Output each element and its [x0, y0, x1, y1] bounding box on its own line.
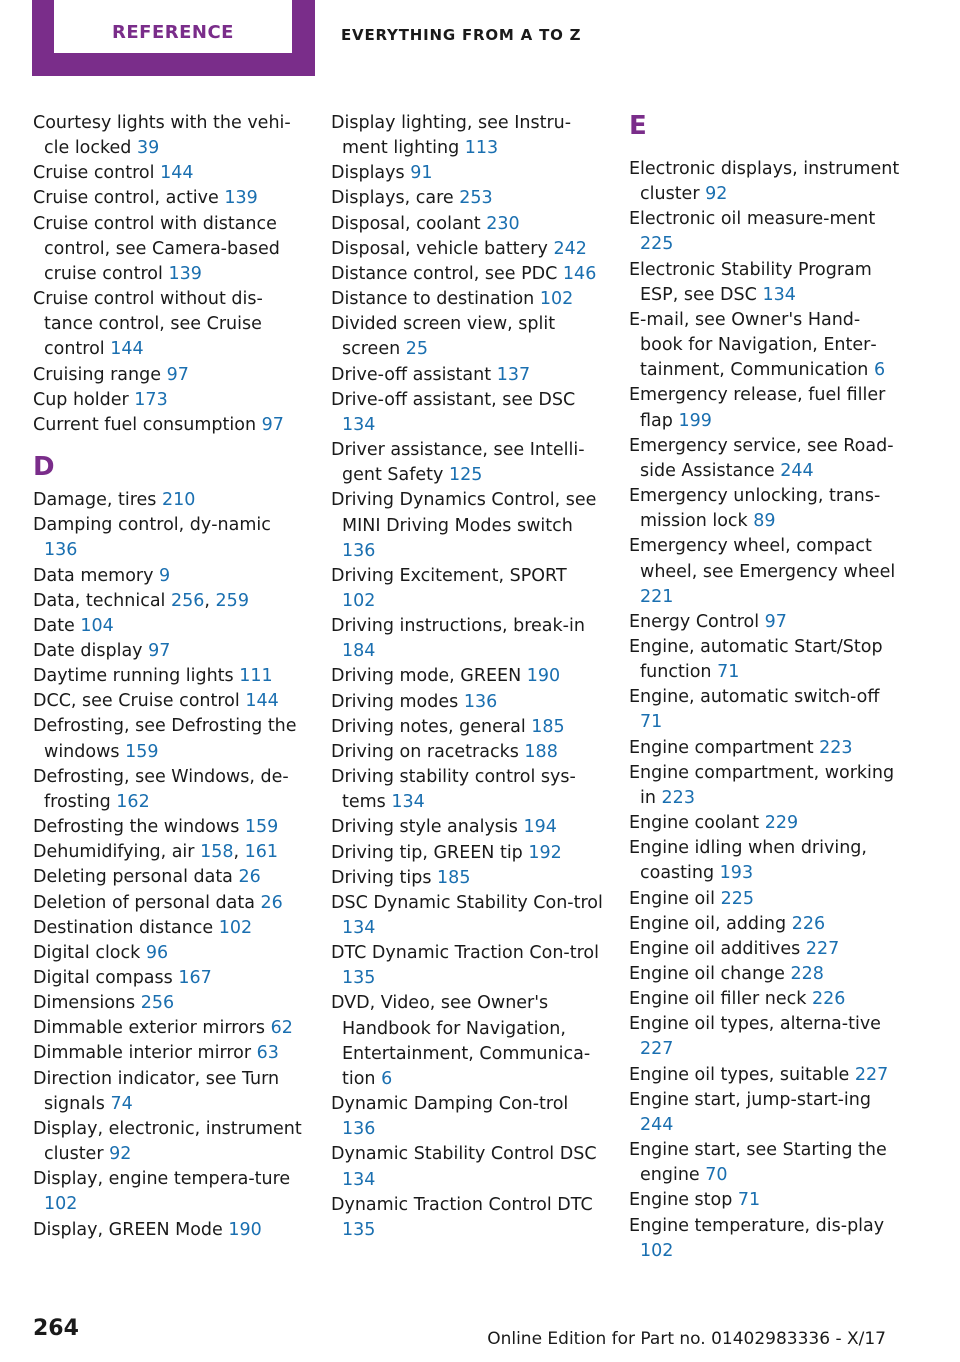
index-entry-text: Drive-off assistant, see DSC — [331, 389, 576, 410]
index-entry-text: Engine temperature, dis‐play — [629, 1215, 885, 1236]
page-reference-link[interactable]: 6 — [381, 1068, 393, 1089]
page-reference-link[interactable]: 173 — [134, 389, 168, 410]
page-reference-link[interactable]: 136 — [463, 691, 498, 712]
index-entry-text: Daytime running lights — [33, 666, 234, 687]
index-entry — [331, 262, 603, 287]
index-entry — [331, 1142, 603, 1192]
index-entry-text: Defrosting, see Defrosting the windows — [33, 716, 297, 762]
index-entry-text: Emergency wheel, compact wheel, see Emergency wheel — [629, 536, 896, 582]
index-entry-text: Emergency service, see Road‐side Assistance — [629, 435, 894, 481]
index-entry — [331, 841, 603, 866]
index-entry-text: Electronic oil measure‐ment — [629, 209, 876, 230]
index-entry — [629, 1088, 901, 1138]
index-entry — [331, 186, 603, 211]
index-entry-text: Defrosting, see Windows, de‐frosting — [33, 766, 289, 812]
index-entry-text: Dimensions — [33, 993, 136, 1014]
page-reference-link[interactable]: 144 — [110, 339, 144, 360]
index-entry — [331, 237, 603, 262]
index-entry: Dehumidifying, air 158, 161 — [33, 842, 279, 863]
index-entry — [331, 564, 603, 614]
index-entry-text: Deleting personal data — [33, 867, 233, 888]
page-reference-link[interactable]: 184 — [342, 641, 376, 662]
page-reference-link[interactable]: 102 — [218, 917, 253, 938]
page-reference-link[interactable]: 102 — [342, 590, 376, 611]
index-entry-text: Display, engine tempera‐ture — [33, 1169, 291, 1190]
page-reference-link[interactable]: 97 — [148, 640, 171, 661]
index-entry-text: Driving Dynamics Control, see MINI Driving Modes switch — [331, 490, 597, 536]
index-entry-text: Engine start, jump-start‐ing — [629, 1089, 871, 1110]
index-entry-text: Date display — [33, 640, 143, 661]
index-entry — [331, 765, 603, 815]
index-entry-text: Digital compass — [33, 968, 173, 988]
index-entry — [331, 161, 603, 186]
index-entry-text: E-mail, see Owner's Hand‐book for Navigation, Enter‐tainment, Communication — [629, 309, 877, 381]
index-entry-text: Dynamic Damping Con‐trol — [331, 1094, 569, 1115]
page-reference-link[interactable]: 9 — [159, 565, 171, 586]
index-entry-text: Courtesy lights with the vehi‐cle locked — [33, 113, 291, 159]
index-entry-text: Dynamic Stability Control DSC — [331, 1144, 597, 1165]
index-entry-text: Engine oil, adding — [629, 913, 787, 934]
index-entry-text: Dynamic Traction Control DTC — [331, 1194, 593, 1215]
index-entry — [629, 836, 901, 886]
index-entry — [629, 685, 901, 735]
index-letter-heading: E — [629, 111, 647, 141]
index-entry — [331, 815, 603, 840]
index-entry-text: Defrosting the windows — [33, 817, 240, 838]
page-reference-link[interactable]: 210 — [161, 490, 196, 511]
page-reference-link[interactable]: 159 — [125, 741, 159, 762]
page-reference-link[interactable]: 63 — [256, 1043, 279, 1064]
index-entry — [629, 258, 901, 308]
index-entry — [33, 287, 305, 362]
page-reference-link[interactable]: 139 — [168, 263, 202, 284]
index-entry — [331, 991, 603, 1092]
page-reference-link[interactable]: 228 — [790, 964, 824, 984]
index-entry-text: DSC Dynamic Stability Con‐trol — [331, 892, 603, 913]
index-entry — [33, 161, 305, 186]
index-entry — [331, 690, 603, 715]
page-reference-link[interactable]: 137 — [496, 364, 531, 385]
index-entry — [331, 363, 603, 388]
index-entry — [33, 916, 305, 941]
index-entry: Data, technical 256, 259 — [33, 590, 249, 611]
index-entry — [33, 513, 305, 563]
index-entry — [331, 488, 603, 563]
index-entry — [331, 1092, 603, 1142]
index-entry — [33, 1218, 305, 1243]
index-entry-text: Date — [33, 615, 75, 636]
index-column-2 — [331, 111, 603, 1243]
index-entry-text: Energy Control — [629, 611, 760, 632]
page-reference-link[interactable]: 39 — [136, 138, 160, 159]
index-entry-text: Engine oil change — [629, 964, 785, 984]
index-entry — [33, 363, 305, 388]
index-entry — [33, 614, 305, 639]
index-entry — [33, 664, 305, 689]
page-reference-link[interactable]: 223 — [819, 737, 853, 758]
index-entry — [629, 1214, 901, 1264]
index-entry — [33, 1167, 305, 1217]
index-entry-text: Engine coolant — [629, 813, 760, 834]
index-entry-text: Driver assistance, see Intelli‐gent Safety — [331, 440, 585, 486]
page-number: 264 — [33, 1316, 79, 1341]
index-entry — [33, 212, 305, 287]
index-entry — [33, 413, 305, 438]
index-entry — [331, 312, 603, 362]
index-entry-text: Dehumidifying, air — [33, 842, 195, 863]
page-reference-link[interactable]: 92 — [109, 1144, 132, 1165]
index-entry — [629, 962, 901, 987]
index-entry-text: Driving tips — [331, 867, 432, 888]
page-reference-link[interactable]: 26 — [238, 867, 261, 888]
page-reference-link[interactable]: 71 — [640, 712, 663, 733]
page-reference-link[interactable]: 225 — [640, 234, 674, 255]
page-reference-link[interactable]: 104 — [80, 615, 114, 636]
index-entry-text: Dimmable interior mirror — [33, 1043, 252, 1064]
page-reference-link[interactable]: 136 — [44, 540, 78, 561]
index-entry-text: Driving instructions, break-in — [331, 616, 585, 637]
page-reference-link[interactable]: 6 — [873, 360, 886, 381]
page-reference-link[interactable]: 162 — [116, 791, 150, 812]
index-entry-text: Direction indicator, see Turn signals — [33, 1068, 280, 1114]
index-entry — [33, 1067, 305, 1117]
page-reference-link[interactable]: 167 — [178, 968, 212, 988]
index-entry — [33, 1041, 305, 1066]
page-reference-link[interactable]: 102 — [44, 1194, 78, 1215]
page-reference-link[interactable]: 113 — [464, 138, 499, 159]
index-entry — [629, 912, 901, 937]
index-entry — [629, 1012, 901, 1062]
index-entry-text: Engine oil types, suitable — [629, 1064, 850, 1085]
page-reference-link[interactable]: 256 — [171, 590, 205, 611]
page-reference-link[interactable]: 71 — [737, 1190, 761, 1211]
index-entry-text: Engine, automatic Start/Stop function — [629, 636, 883, 683]
index-entry-text: Dimmable exterior mirrors — [33, 1018, 266, 1039]
index-entry-text: Display, electronic, instrument cluster — [33, 1118, 302, 1165]
index-entry — [331, 438, 603, 488]
index-entry-text: Cruise control — [33, 163, 155, 184]
index-entry-text: Driving mode, GREEN — [331, 666, 522, 687]
index-entry — [331, 891, 603, 941]
index-entry-text: Cruise control with distance control, see Camera-based cruise control — [33, 213, 280, 284]
index-entry — [33, 941, 305, 966]
index-entry — [33, 714, 305, 764]
page-reference-link[interactable]: 71 — [717, 662, 740, 683]
index-entry — [331, 664, 603, 689]
page-reference-link[interactable]: 139 — [224, 188, 258, 209]
index-entry — [629, 1138, 901, 1188]
page-reference-link[interactable]: 190 — [526, 666, 561, 687]
index-entry — [629, 534, 901, 609]
page-reference-link[interactable]: 102 — [539, 289, 574, 310]
index-entry — [33, 689, 305, 714]
index-entry-text: DTC Dynamic Traction Con‐trol — [331, 943, 599, 964]
index-entry-text: Data, technical — [33, 590, 166, 611]
index-entry — [629, 811, 901, 836]
index-entry-text: Distance control, see PDC — [331, 263, 558, 284]
index-entry-text: Divided screen view, split screen — [331, 314, 556, 360]
index-entry — [33, 765, 305, 815]
page-reference-link[interactable]: 97 — [764, 611, 787, 632]
index-entry — [331, 740, 603, 765]
index-entry-text: Display, GREEN Mode — [33, 1219, 223, 1240]
index-entry — [629, 383, 901, 433]
index-entry-text: Digital clock — [33, 942, 141, 963]
index-entry-text: Data memory — [33, 565, 154, 586]
page-reference-link[interactable]: 244 — [640, 1114, 674, 1135]
page-reference-link[interactable]: 97 — [261, 414, 284, 435]
index-entry — [33, 388, 305, 413]
index-entry — [33, 1016, 305, 1041]
index-entry-text: Driving modes — [331, 691, 459, 712]
index-entry-text: Engine oil additives — [629, 938, 801, 959]
index-entry — [629, 1063, 901, 1088]
page-reference-link[interactable]: 253 — [459, 188, 493, 209]
index-entry — [33, 186, 305, 211]
index-entry — [629, 434, 901, 484]
index-entry-text: Driving notes, general — [331, 716, 526, 737]
page-reference-link[interactable]: 242 — [553, 238, 587, 259]
page-reference-link[interactable]: 134 — [391, 792, 425, 813]
index-entry-text: Cruise control, active — [33, 188, 219, 209]
index-entry-text: Displays, care — [331, 188, 454, 209]
page-reference-link[interactable]: 136 — [342, 540, 376, 561]
index-entry-text: Display lighting, see Instru‐ment lighting — [331, 113, 572, 159]
index-entry — [629, 157, 901, 207]
index-entry — [33, 865, 305, 890]
index-entry — [33, 1117, 305, 1167]
index-entry-text: Electronic displays, instrument cluster — [629, 159, 900, 205]
index-entry-text: Driving style analysis — [331, 817, 518, 838]
page-reference-link[interactable]: 227 — [854, 1064, 889, 1085]
page-reference-link[interactable]: 91 — [410, 163, 433, 184]
page-reference-link[interactable]: 96 — [145, 942, 169, 963]
section-title: EVERYTHING FROM A TO Z — [341, 26, 582, 44]
index-entry-text: Displays — [331, 163, 405, 184]
index-entry — [629, 635, 901, 685]
index-entry — [629, 761, 901, 811]
page-reference-link[interactable]: 190 — [228, 1219, 262, 1240]
section-tab-label: REFERENCE — [112, 22, 234, 43]
page-reference-link[interactable]: 134 — [342, 918, 376, 938]
page-reference-link[interactable]: 134 — [342, 414, 376, 435]
index-entry-text: Disposal, vehicle battery — [331, 238, 548, 259]
index-entry — [629, 987, 901, 1012]
page-reference-link[interactable]: 223 — [661, 787, 695, 808]
page-reference-link[interactable]: 225 — [720, 888, 754, 909]
index-entry-text: Engine compartment, working in — [629, 762, 895, 808]
page-reference-link[interactable]: 227 — [805, 938, 840, 959]
index-entry — [629, 736, 901, 761]
index-entry — [33, 564, 305, 589]
index-entry-text: Damping control, dy‐namic — [33, 515, 271, 536]
page-reference-link[interactable]: 25 — [405, 339, 429, 360]
page-reference-link[interactable]: 62 — [270, 1018, 293, 1039]
index-entry — [331, 287, 603, 312]
index-entry — [629, 610, 901, 635]
index-entry-text: Drive-off assistant — [331, 364, 492, 385]
index-entry-text: Driving on racetracks — [331, 741, 519, 762]
index-entry-text: Current fuel consumption — [33, 414, 257, 435]
page-reference-link[interactable]: 125 — [448, 465, 483, 486]
index-entry — [33, 891, 305, 916]
index-entry-text: Driving stability control sys‐tems — [331, 767, 576, 813]
index-entry-text: Cup holder — [33, 389, 129, 410]
page-reference-link[interactable]: 199 — [678, 410, 712, 431]
index-entry — [629, 308, 901, 383]
index-entry-text: Engine idling when driving, coasting — [629, 838, 867, 884]
page-reference-link[interactable]: 159 — [244, 817, 279, 838]
index-entry — [33, 991, 305, 1016]
index-entry — [331, 614, 603, 664]
index-entry-text: Engine oil filler neck — [629, 989, 807, 1010]
index-entry-text: Disposal, coolant — [331, 213, 481, 234]
index-entry — [331, 941, 603, 991]
index-letter-heading: D — [33, 452, 55, 483]
page-reference-link[interactable]: 89 — [753, 511, 776, 532]
index-entry-text: Distance to destination — [331, 289, 535, 310]
index-entry — [33, 639, 305, 664]
index-entry-text: Driving Excitement, SPORT — [331, 565, 567, 586]
index-entry-text: Electronic Stability Program ESP, see DSC — [629, 259, 872, 305]
index-entry — [331, 212, 603, 237]
page-reference-link[interactable]: 26 — [260, 892, 283, 913]
page-reference-link[interactable]: 229 — [764, 813, 799, 834]
page-reference-link[interactable]: 135 — [342, 1219, 376, 1240]
index-entry — [331, 715, 603, 740]
index-entry-text: Engine oil types, alterna‐tive — [629, 1014, 881, 1035]
index-entry-text: Emergency unlocking, trans‐mission lock — [629, 486, 881, 532]
page-reference-link[interactable]: 158 — [200, 842, 234, 863]
index-entry-text: DVD, Video, see Owner's Handbook for Navigation, Entertainment, Communica‐tion — [331, 993, 591, 1089]
edition-footer: Online Edition for Part no. 01402983336 - X/17 — [487, 1329, 886, 1349]
index-entry — [629, 937, 901, 962]
index-entry-text: DCC, see Cruise control — [33, 691, 240, 712]
page-reference-link[interactable]: 92 — [705, 184, 728, 205]
page-reference-link[interactable]: 134 — [762, 284, 796, 305]
page-reference-link[interactable]: 230 — [486, 213, 520, 234]
page-reference-link[interactable]: 102 — [640, 1240, 674, 1261]
index-column-3 — [629, 111, 901, 1264]
page-reference-link[interactable]: 193 — [719, 863, 754, 884]
page-reference-link[interactable]: 226 — [812, 989, 846, 1010]
index-entry — [33, 966, 305, 991]
index-entry — [629, 887, 901, 912]
index-column-1 — [33, 111, 305, 1243]
page-reference-link[interactable]: 146 — [562, 263, 597, 284]
page-reference-link[interactable]: 185 — [531, 716, 565, 737]
index-entry — [629, 484, 901, 534]
index-entry-text: Engine compartment — [629, 737, 814, 758]
index-entry-text: Engine, automatic switch-off — [629, 687, 880, 708]
page-reference-link[interactable]: 135 — [342, 968, 376, 989]
page-reference-link[interactable]: 136 — [342, 1119, 376, 1140]
index-entry — [331, 111, 603, 161]
page-reference-link[interactable]: 192 — [528, 842, 562, 863]
index-entry-text: Driving tip, GREEN tip — [331, 842, 523, 863]
index-entry — [629, 207, 901, 257]
index-entry — [331, 866, 603, 891]
page-reference-link[interactable]: 256 — [140, 993, 175, 1014]
index-entry-text: Emergency release, fuel filler flap — [629, 385, 886, 431]
page-reference-link[interactable]: 70 — [705, 1165, 728, 1186]
index-entry-text: Cruising range — [33, 364, 161, 385]
page-reference-link[interactable]: 134 — [342, 1169, 376, 1190]
index-entry — [331, 1193, 603, 1243]
page-reference-link[interactable]: 226 — [791, 913, 826, 934]
page-reference-link[interactable]: 144 — [245, 691, 279, 712]
index-entry — [33, 815, 305, 840]
page-reference-link[interactable]: 144 — [160, 163, 194, 184]
index-entry-text: Cruise control without dis‐tance control, see Cruise control — [33, 289, 263, 360]
page-reference-link[interactable]: 185 — [437, 867, 471, 888]
page-reference-link[interactable]: 97 — [166, 364, 189, 385]
page-reference-link[interactable]: 227 — [640, 1039, 674, 1060]
index-entry-text: Engine start, see Starting the engine — [629, 1140, 887, 1186]
index-entry — [33, 488, 305, 513]
index-entry-text: Engine stop — [629, 1190, 733, 1211]
index-entry-text: Destination distance — [33, 917, 214, 938]
page-reference-link[interactable]: 161 — [244, 842, 279, 863]
index-entry-text: Deletion of personal data — [33, 892, 255, 913]
page-reference-link[interactable]: 188 — [524, 741, 558, 762]
page-reference-link[interactable]: 194 — [523, 817, 557, 838]
index-entry — [629, 1188, 901, 1213]
index-entry-text: Engine oil — [629, 888, 715, 909]
index-entry — [331, 388, 603, 438]
index-entry — [33, 111, 305, 161]
page-reference-link[interactable]: 111 — [239, 666, 273, 687]
page-reference-link[interactable]: 74 — [110, 1093, 133, 1114]
index-entry-text: Damage, tires — [33, 490, 157, 511]
page-reference-link[interactable]: 259 — [215, 590, 249, 611]
page-reference-link[interactable]: 244 — [780, 460, 814, 481]
page-reference-link[interactable]: 221 — [640, 586, 674, 607]
